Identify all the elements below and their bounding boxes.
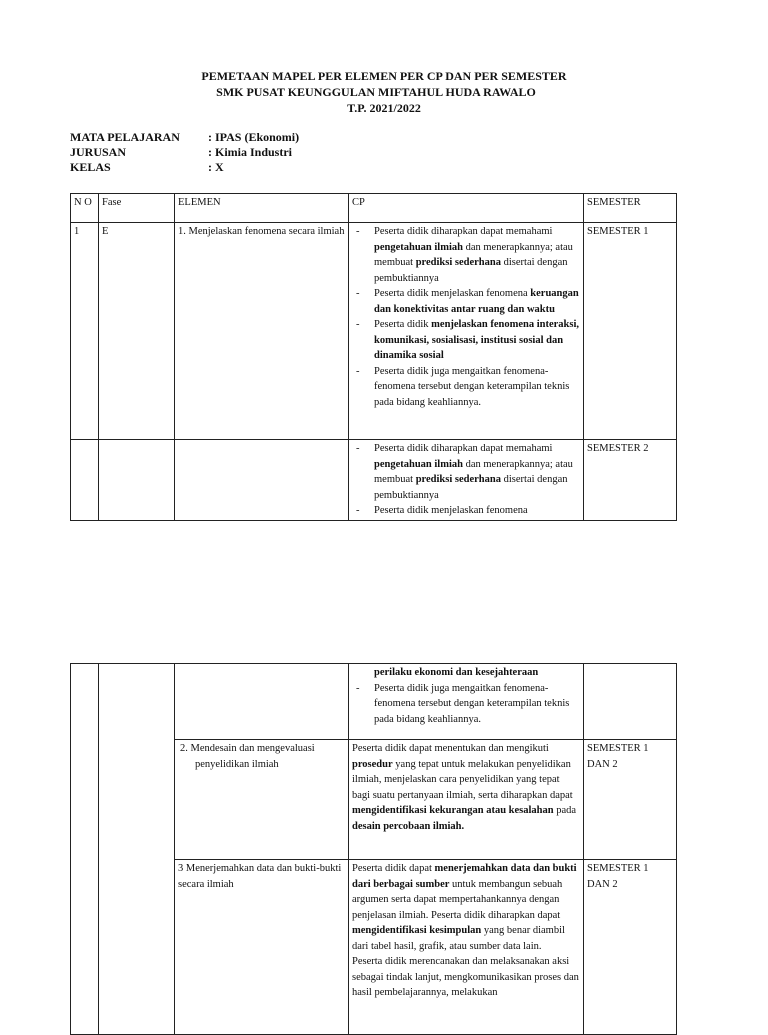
- cp-item: - Peserta didik menjelaskan fenomena keruangan dan konektivitas antar ruang dan waktu: [352, 286, 580, 317]
- mapping-table-page-1: [70, 193, 677, 521]
- cp-item: - Peserta didik menjelaskan fenomena interaksi, komunikasi, sosialisasi, institusi sosial dan dinamika sosial: [352, 317, 580, 364]
- row-semester: SEMESTER 1 DAN 2: [584, 860, 677, 1035]
- header-fase: Fase: [99, 194, 175, 223]
- row-elemen: 1. Menjelaskan fenomena secara ilmiah: [175, 223, 349, 440]
- row-cp: Peserta didik dapat menerjemahkan data dan bukti dari berbagai sumber untuk membangun sebuah argumen serta dapat mempertahankannya dengan penjelasan ilmiah. Peserta didik diharapkan dapat mengidentifikasi kesimpulan yang benar diambil dari tabel hasil, grafik, atau sumber data lain. Peserta didik merencanakan dan melaksanakan aksi sebagai tindak lanjut, mengkomunikasikan proses dan hasil pembelajarannya, melakukan: [349, 860, 584, 1035]
- cp-item: - Peserta didik diharapkan dapat memahami pengetahuan ilmiah dan menerapkannya; atau membuat prediksi sederhana disertai dengan pembuktiannya: [352, 441, 580, 503]
- doc-title-line-3: T.P. 2021/2022: [347, 101, 421, 115]
- cp-item: - Peserta didik menjelaskan fenomena: [352, 503, 580, 519]
- kelas-label: KELAS: [70, 160, 111, 174]
- row-cp: [349, 223, 584, 440]
- row-semester: SEMESTER 1: [584, 223, 677, 440]
- header-semester: SEMESTER: [584, 194, 677, 223]
- row-cp: [349, 440, 584, 521]
- cp-item: - Peserta didik diharapkan dapat memahami pengetahuan ilmiah dan menerapkannya; atau membuat prediksi sederhana disertai dengan pembuktiannya: [352, 224, 580, 286]
- cp-continuation: perilaku ekonomi dan kesejahteraan: [374, 667, 539, 678]
- row-fase: E: [99, 223, 175, 440]
- doc-title-line-1: PEMETAAN MAPEL PER ELEMEN PER CP DAN PER SEMESTER: [201, 69, 567, 83]
- doc-title-line-2: SMK PUSAT KEUNGGULAN MIFTAHUL HUDA RAWALO: [216, 85, 536, 99]
- mapel-value: : IPAS (Ekonomi): [208, 130, 300, 144]
- kelas-value: : X: [208, 160, 224, 174]
- row-no: 1: [71, 223, 99, 440]
- row-cp: Peserta didik dapat menentukan dan mengikuti prosedur yang tepat untuk melakukan penyelidikan ilmiah, menjelaskan cara penyelidikan yang tepat bagi suatu pertanyaan ilmiah, serta diharapkan dapat mengidentifikasi kekurangan atau kesalahan pada desain percobaan ilmiah.: [349, 740, 584, 860]
- jurusan-label: JURUSAN: [70, 145, 127, 159]
- jurusan-value: : Kimia Industri: [208, 145, 293, 159]
- table-row: [71, 223, 677, 440]
- row-semester: SEMESTER 1 DAN 2: [584, 740, 677, 860]
- table-row: [71, 664, 677, 740]
- table-row: [71, 440, 677, 521]
- header-elemen: ELEMEN: [175, 194, 349, 223]
- cp-item: - Peserta didik juga mengaitkan fenomena-fenomena tersebut dengan keterampilan teknis pada bidang keahliannya.: [352, 681, 580, 728]
- header-no: N O: [71, 194, 99, 223]
- header-cp: CP: [349, 194, 584, 223]
- row-elemen: 2. Mendesain dan mengevaluasi penyelidikan ilmiah: [175, 740, 349, 860]
- mapel-label: MATA PELAJARAN: [70, 130, 180, 144]
- mapping-table-page-2: [70, 663, 677, 1035]
- row-elemen: 3 Menerjemahkan data dan bukti-bukti secara ilmiah: [175, 860, 349, 1035]
- row-cp: [349, 664, 584, 740]
- table-header-row: [71, 194, 677, 223]
- cp-item: - Peserta didik juga mengaitkan fenomena-fenomena tersebut dengan keterampilan teknis pada bidang keahliannya.: [352, 364, 580, 411]
- row-semester: SEMESTER 2: [584, 440, 677, 521]
